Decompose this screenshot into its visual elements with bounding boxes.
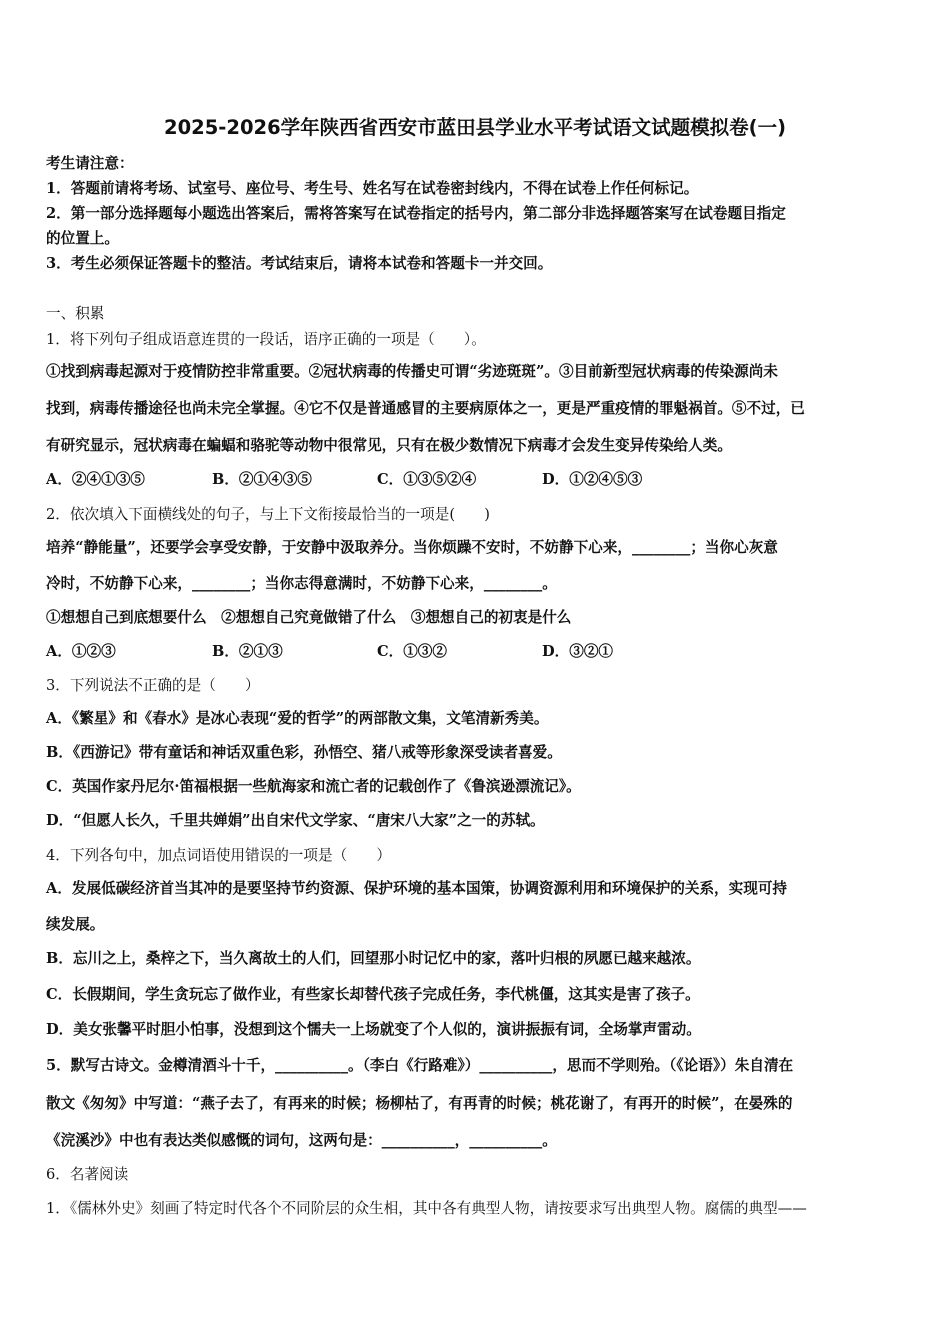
question-stem: 3．下列说法不正确的是（ ） xyxy=(46,677,260,694)
option-a[interactable]: A．②④①③⑤ xyxy=(46,471,145,488)
notice-item: 1．答题前请将考场、试室号、座位号、考生号、姓名写在试卷密封线内，不得在试卷上作任何标记。 xyxy=(46,180,699,197)
option-b[interactable]: B．忘川之上，桑梓之下，当久离故土的人们，回望那小时记忆中的家，落叶归根的夙愿已越来越浓。 xyxy=(46,950,701,967)
notice-heading: 考生请注意： xyxy=(46,155,134,172)
notice-item: 3．考生必须保证答题卡的整洁。考试结束后，请将本试卷和答题卡一并交回。 xyxy=(46,255,553,272)
option-d[interactable]: D．①②④⑤③ xyxy=(542,471,643,488)
option-d[interactable]: D．美女张馨平时胆小怕事，没想到这个懦夫一上场就变了个人似的，演讲振振有词，全场掌声雷动。 xyxy=(46,1021,701,1038)
option-b[interactable]: B．②①③ xyxy=(212,643,283,660)
question-stem: 1．将下列句子组成语意连贯的一段话，语序正确的一项是（ ）。 xyxy=(46,331,486,348)
notice-item: 2．第一部分选择题每小题选出答案后，需将答案写在试卷指定的括号内，第二部分非选择题答案写在试卷题目指定 xyxy=(46,205,786,222)
question-text: 5．默写古诗文。金樽清酒斗十千，__________。（李白《行路难》）__________，思而不学则殆。（《论语》）朱自清在 xyxy=(46,1057,794,1074)
question-text: 1．《儒林外史》刻画了特定时代各个不同阶层的众生相，其中各有典型人物，请按要求写出典型人物。腐儒的典型—— xyxy=(46,1200,807,1217)
option-c[interactable]: C．长假期间，学生贪玩忘了做作业，有些家长却替代孩子完成任务，李代桃僵，这其实是害了孩子。 xyxy=(46,986,700,1003)
question-text: 培养“静能量”，还要学会享受安静，于安静中汲取养分。当你烦躁不安时，不妨静下心来，________；当你心灰意 xyxy=(46,539,778,556)
options-row xyxy=(46,468,642,489)
option-a[interactable]: A．发展低碳经济首当其冲的是要坚持节约资源、保护环境的基本国策，协调资源利用和环境保护的关系，实现可持 xyxy=(46,880,788,897)
option-d[interactable]: D．“但愿人长久，千里共婵娟”出自宋代文学家、“唐宋八大家”之一的苏轼。 xyxy=(46,812,545,829)
option-d[interactable]: D．③②① xyxy=(542,643,614,660)
question-text: 找到，病毒传播途径也尚未完全掌握。④它不仅是普通感冒的主要病原体之一，更是严重疫情的罪魁祸首。⑤不过，已 xyxy=(46,400,805,417)
option-b[interactable]: B．②①④③⑤ xyxy=(212,471,312,488)
option-c[interactable]: C．①③⑤②④ xyxy=(377,471,477,488)
question-stem: 2．依次填入下面横线处的句子，与上下文衔接最恰当的一项是( ) xyxy=(46,506,490,523)
option-a[interactable]: A．①②③ xyxy=(46,643,116,660)
option-a-cont: 续发展。 xyxy=(46,916,105,933)
question-text: 有研究显示，冠状病毒在蝙蝠和骆驼等动物中很常见，只有在极少数情况下病毒才会发生变异传染给人类。 xyxy=(46,437,732,454)
notice-item: 的位置上。 xyxy=(46,230,119,247)
question-stem: 6．名著阅读 xyxy=(46,1166,129,1183)
page-title: 2025-2026学年陕西省西安市蓝田县学业水平考试语文试题模拟卷(一) xyxy=(164,116,786,139)
question-text: ①想想自己到底想要什么 ②想想自己究竟做错了什么 ③想想自己的初衷是什么 xyxy=(46,609,572,626)
question-text: 散文《匆匆》中写道：“燕子去了，有再来的时候；杨柳枯了，有再青的时候；桃花谢了，有再开的时候”，在晏殊的 xyxy=(46,1095,793,1112)
option-c[interactable]: C．①③② xyxy=(377,643,447,660)
option-b[interactable]: B．《西游记》带有童话和神话双重色彩，孙悟空、猪八戒等形象深受读者喜爱。 xyxy=(46,744,562,761)
section-heading: 一、积累 xyxy=(46,305,105,322)
options-row xyxy=(46,640,613,661)
question-stem: 4．下列各句中，加点词语使用错误的一项是（ ） xyxy=(46,847,391,864)
option-a[interactable]: A．《繁星》和《春水》是冰心表现“爱的哲学”的两部散文集，文笔清新秀美。 xyxy=(46,710,549,727)
question-text: 冷时，不妨静下心来，________；当你志得意满时，不妨静下心来，________。 xyxy=(46,575,557,592)
option-c[interactable]: C．英国作家丹尼尔·笛福根据一些航海家和流亡者的记载创作了《鲁滨逊漂流记》。 xyxy=(46,778,581,795)
question-text: ①找到病毒起源对于疫情防控非常重要。②冠状病毒的传播史可谓“劣迹斑斑”。③目前新型冠状病毒的传染源尚未 xyxy=(46,363,778,380)
question-text: 《浣溪沙》中也有表达类似感慨的词句，这两句是：__________，__________。 xyxy=(46,1132,557,1149)
